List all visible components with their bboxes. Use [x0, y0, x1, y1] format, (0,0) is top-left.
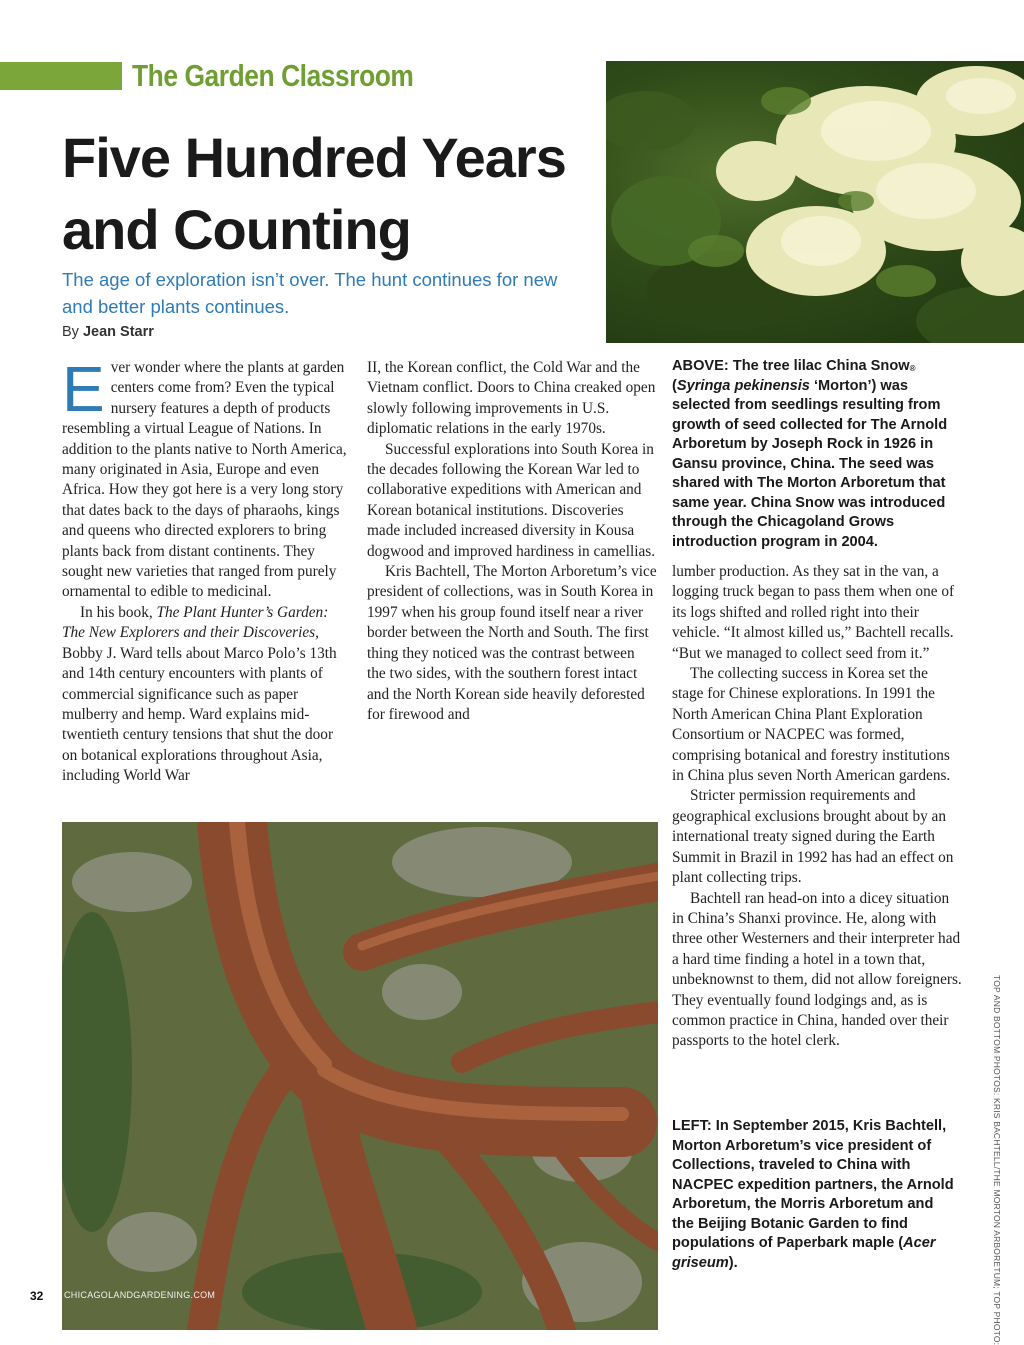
photo-credit: TOP AND BOTTOM PHOTOS: KRIS BACHTELL/THE MORTON ARBORETUM; TOP PHOTO:: [992, 975, 1002, 1345]
paragraph: The collecting success in Korea set the stage for Chinese explorations. In 1991 the North American China Plant Exploration Consortium or NACPEC was formed, comprising botanical and forestry institutions in China plus seven North American gardens.: [672, 665, 951, 785]
paragraph: [62, 353, 352, 603]
caption-text: LEFT: In September 2015, Kris Bachtell, Morton Arboretum’s vice president of Collections, traveled to China with NACPEC expedition partners, the Arnold Arboretum, the Morris Arboretum and the Beijing Botanic Garden to find populations of Paperbark maple (: [672, 1118, 954, 1251]
caption-left: [672, 1117, 957, 1273]
tree-lilac-illustration: [606, 61, 1024, 343]
caption-above: [672, 357, 957, 552]
book-title: The Plant Hunter’s Garden: The New Explorers and their Discoveries: [62, 603, 329, 642]
article-deck: The age of exploration isn’t over. The hunt continues for new and better plants continues.: [62, 269, 558, 317]
paragraph-text: , Bobby J. Ward tells about Marco Polo’s 13th and 14th century encounters with plants of commercial significance such as paper mulberry and hemp. Ward explains mid-twentieth century tensions that shut the door on botanical explorations throughout Asia, including World War: [62, 624, 337, 785]
paperbark-maple-roots-photo: [62, 822, 658, 1330]
registered-mark: ®: [909, 364, 916, 373]
byline-prefix: By: [62, 324, 79, 340]
website-url: CHICAGOLANDGARDENING.COM: [64, 1290, 216, 1300]
caption-text: ).: [728, 1254, 738, 1271]
paragraph-text: In his book,: [80, 603, 157, 621]
tree-lilac-photo: [606, 61, 1024, 343]
caption-text: (: [672, 377, 677, 394]
body-column-2: [367, 358, 657, 725]
body-column-3: [672, 562, 962, 1052]
species-name: Acer griseum: [672, 1235, 936, 1271]
body-column-1: [62, 353, 352, 787]
page-number: 32: [30, 1289, 44, 1303]
paragraph: [62, 603, 352, 787]
section-color-bar: [0, 62, 122, 90]
species-name: Syringa pekinensis: [676, 377, 810, 394]
headline-line-2: and Counting: [62, 198, 411, 261]
paragraph-text: ver wonder where the plants at garden centers come from? Even the typical nursery features a depth of products resembling a virtual League of Nations. In addition to the plants native to North America, many originated in Asia, Europe and even Africa. How they got here is a very long story that dates back to the days of pharaohs, kings and queens who directed explorers to bring plants back from distant continents. They sought new varieties that ranged from purely ornamental to edible to medicinal.: [62, 359, 347, 601]
section-title: The Garden Classroom: [132, 58, 414, 93]
tree-roots-illustration: [62, 822, 658, 1330]
paragraph: Stricter permission requirements and geographical exclusions brought about by an international treaty signed during the Earth Summit in Brazil in 1992 has had an effect on plant collecting trips.: [672, 787, 954, 887]
article-headline: [62, 122, 622, 266]
caption-text: ABOVE: The tree lilac China Snow: [672, 358, 910, 374]
paragraph: Kris Bachtell, The Morton Arboretum’s vice president of collections, was in South Korea in 1997 when his group found itself near a river border between the North and South. The first thing they noticed was the contrast between the two sides, with the southern forest intact and the North Korean side heavily deforested for firewood and: [367, 563, 657, 723]
paragraph: lumber production. As they sat in the van, a logging truck began to pass them when one of its logs shifted and rolled right into their vehicle. “It almost killed us,” Bachtell recalls. “But we managed to collect seed from it.”: [672, 563, 955, 662]
byline: [62, 324, 154, 340]
paragraph: II, the Korean conflict, the Cold War and the Vietnam conflict. Doors to China creaked open slowly following improvements in U.S. diplomatic relations in the early 1970s.: [367, 359, 656, 438]
byline-author: Jean Starr: [82, 324, 154, 340]
headline-line-1: Five Hundred Years: [62, 126, 566, 189]
paragraph: Bachtell ran head-on into a dicey situation in China’s Shanxi province. He, along with three other Westerners and their interpreter had a hard time finding a hotel in a town that, unbeknownst to them, did not allow foreigners. They eventually found lodgings and, as is common practice in China, handed over their passports to the hotel clerk.: [672, 889, 962, 1050]
drop-cap: E: [62, 353, 105, 425]
paragraph: Successful explorations into South Korea in the decades following the Korean War led to collaborative expeditions with American and Korean botanical institutions. Discoveries made included increased diversity in Kousa dogwood and improved hardiness in camellias.: [367, 440, 656, 560]
caption-text: ‘Morton’) was selected from seedlings resulting from growth of seed collected for The Arnold Arboretum by Joseph Rock in 1926 in Gansu province, China. The seed was shared with The Morton Arboretum that same year. China Snow was introduced through the Chicagoland Grows introduction program in 2004.: [672, 377, 948, 550]
